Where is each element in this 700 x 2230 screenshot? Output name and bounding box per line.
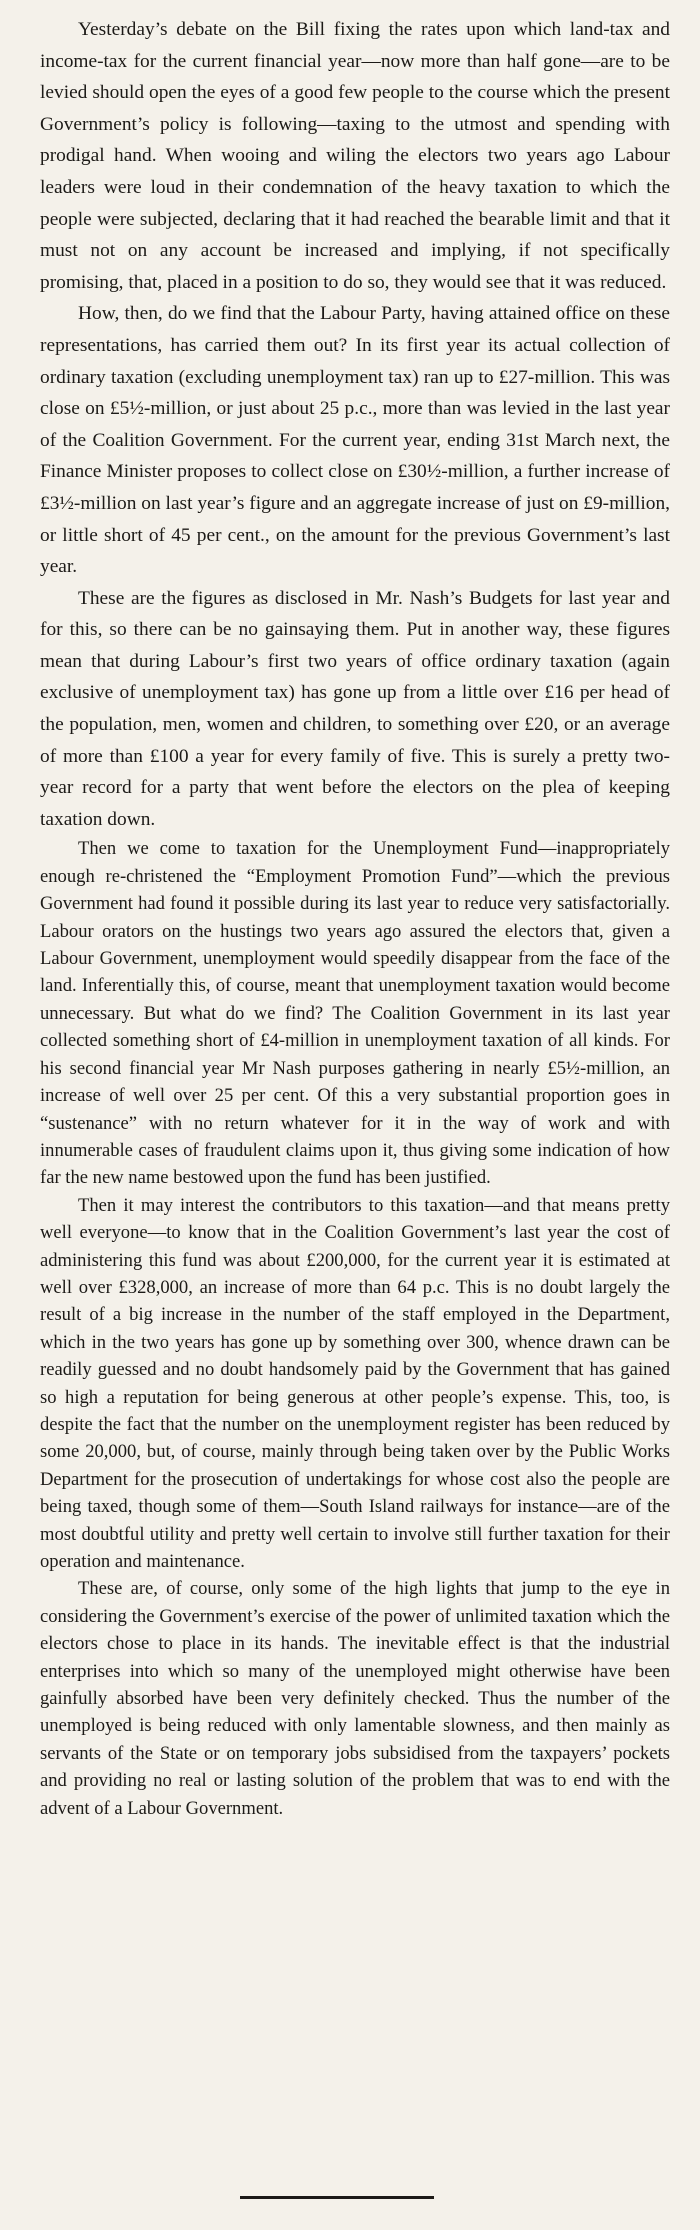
paragraph-administration-cost: Then it may interest the contributors to this taxation—and that means pretty well everyone—to know that in the Coalition Government’s last year the cost of administering this fund was about £200,000, for the current year it is estimated at well over £328,000, an increase of more than 64 p.c. This is no doubt largely the result of a big increase in the number of the staff employed in the Department, which in the two years has gone up by something over 300, whence drawn can be readily guessed and no doubt handsomely paid by the Government that has gained so high a reputation for being generous at other people’s expense. This, too, is despite the fact that the number on the unemployment register has been reduced by some 20,000, but, of course, mainly through being taken over by the Public Works Department for the prosecution of undertakings for whose cost also the people are being taxed, though some of them—South Island railways for instance—are of the most doubtful utility and pretty well certain to involve still further taxation for their operation and maintenance. [40, 1194, 670, 1572]
paragraph-high-lights: These are, of course, only some of the high lights that jump to the eye in considering the Government’s exercise of the power of unlimited taxation which the electors chose to place in its hands. The inevitable effect is that the industrial enterprises into which so many of the unemployed might otherwise have been gainfully absorbed have been very definitely checked. Thus the number of the unemployed is being reduced with only lamentable slowness, and then mainly as servants of the State or on temporary jobs subsidised from the taxpayers’ pockets and providing no real or lasting solution of the problem that was to end with the advent of a Labour Government. [40, 1578, 670, 1819]
closing-rule [240, 2196, 434, 2199]
editorial-column [40, 14, 670, 1822]
paragraph-unemployment-fund: Then we come to taxation for the Unemployment Fund—inappropriately enough re-christened the “Employment Promotion Fund”—which the previous Government had found it possible during its last year to reduce very satisfactorially. Labour orators on the hustings two years ago assured the electors that, given a Labour Government, unemployment would speedily disappear from the face of the land. Inferentially this, of course, meant that unemployment taxation would become unnecessary. But what do we find? The Coalition Government in its last year collected something short of £4-million in unemployment taxation of all kinds. For his second financial year Mr Nash purposes gathering in nearly £5½-million, an increase of well over 25 per cent. Of this a very substantial proportion goes in “sustenance” with no return whatever for it in the way of work and with innumerable cases of fraudulent claims upon it, thus giving some indication of how far the new name bestowed upon the fund has been justified. [40, 838, 670, 1189]
paragraph-land-tax-debate: Yesterday’s debate on the Bill fixing the rates upon which land-tax and income-tax for the current financial year—now more than half gone—are to be levied should open the eyes of a good few people to the course which the present Government’s policy is following—taxing to the utmost and spending with prodigal hand. When wooing and wiling the electors two years ago Labour leaders were loud in their condemnation of the heavy taxation to which the people were subjected, declaring that it had reached the bearable limit and that it must not on any account be increased and implying, if not specifically promising, that, placed in a position to do so, they would see that it was reduced. [40, 19, 670, 293]
paragraph-nash-budgets: These are the figures as disclosed in Mr. Nash’s Budgets for last year and for this, so there can be no gainsaying them. Put in another way, these figures mean that during Labour’s first two years of office ordinary taxation (again exclusive of unemployment tax) has gone up from a little over £16 per head of the population, men, women and children, to something over £20, or an average of more than £100 a year for every family of five. This is surely a pretty two-year record for a party that went before the electors on the plea of keeping taxation down. [40, 587, 670, 830]
paragraph-labour-collection: How, then, do we find that the Labour Party, having attained office on these representations, has carried them out? In its first year its actual collection of ordinary taxation (excluding unemployment tax) ran up to £27-million. This was close on £5½-million, or just about 25 p.c., more than was levied in the last year of the Coalition Government. For the current year, ending 31st March next, the Finance Minister proposes to collect close on £30½-million, a further increase of £3½-million on last year’s figure and an aggregate increase of just on £9-million, or little short of 45 per cent., on the amount for the previous Government’s last year. [40, 303, 670, 578]
